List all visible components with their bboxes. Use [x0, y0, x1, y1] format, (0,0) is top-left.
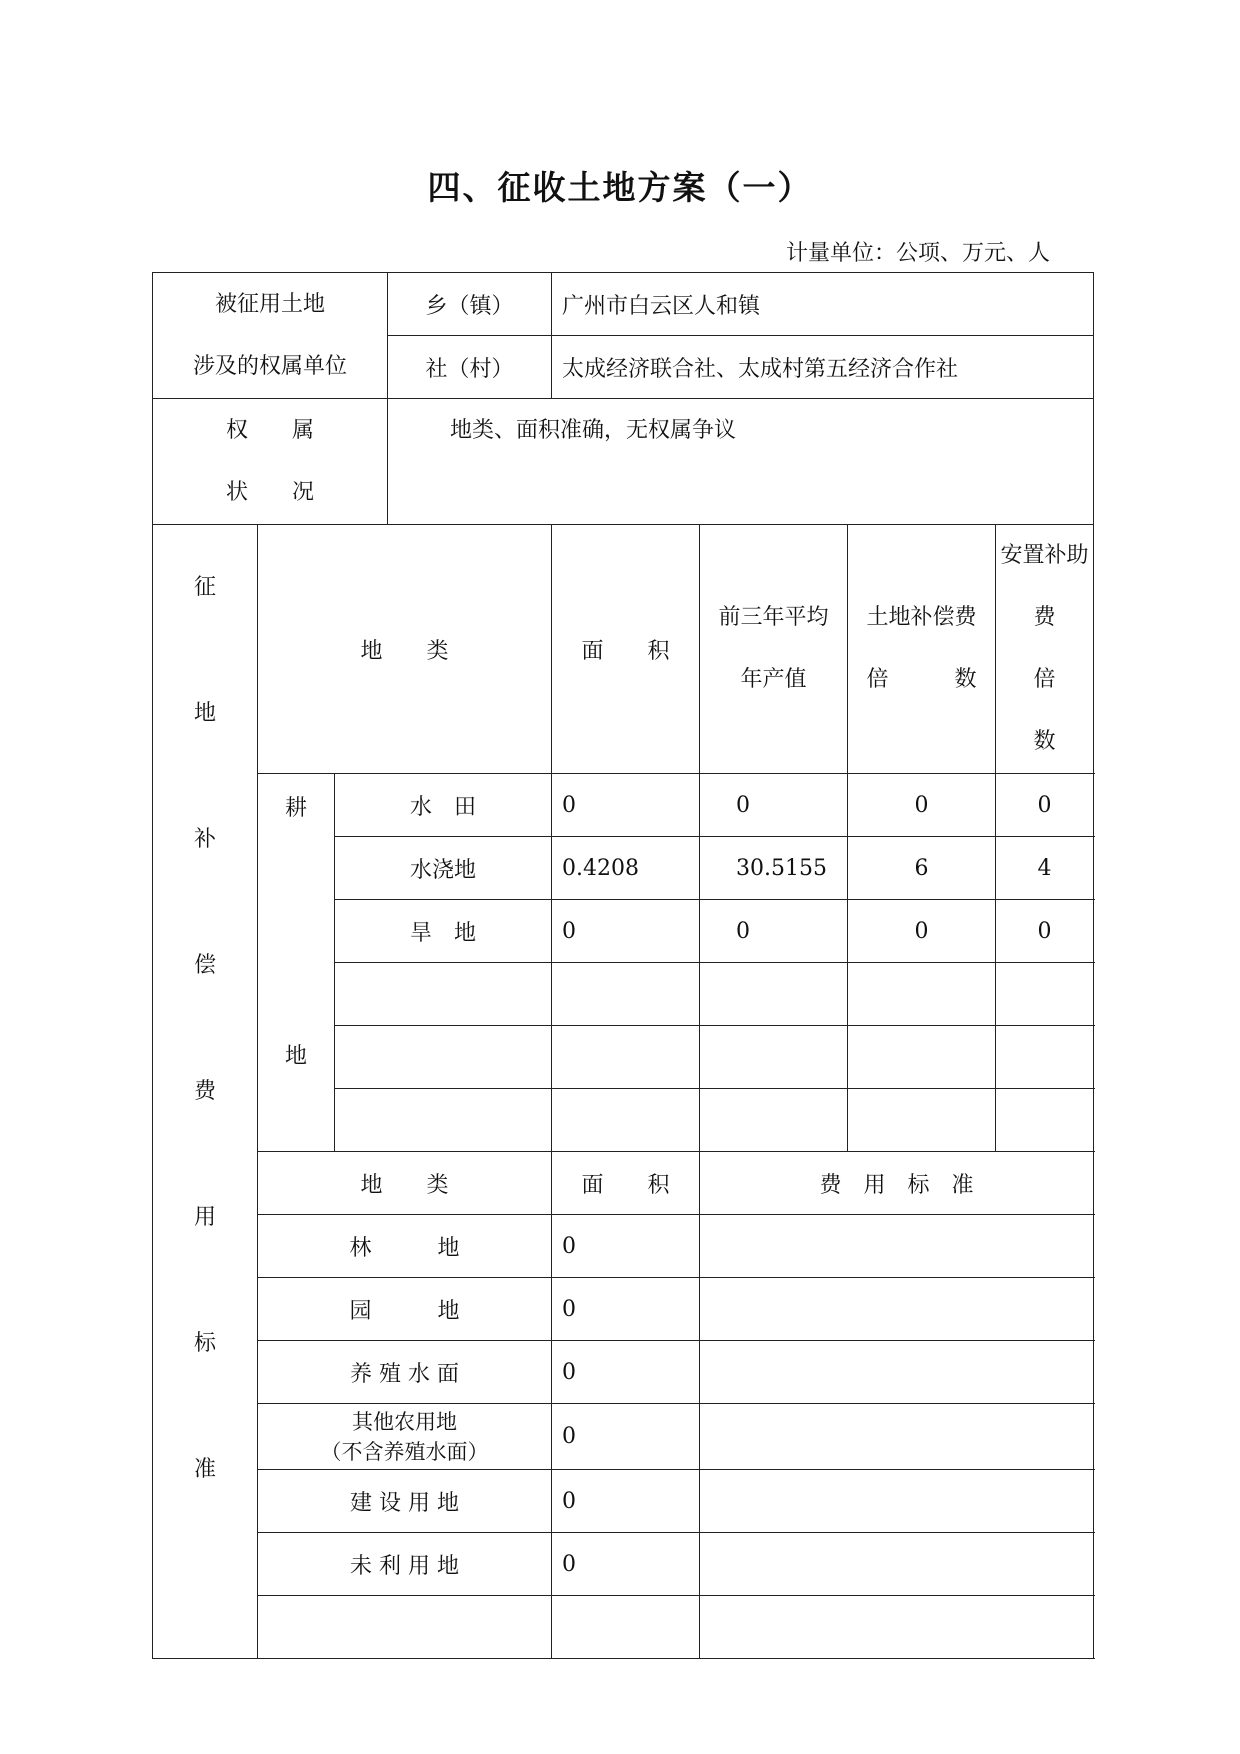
farmland-label-top: 耕 [284, 796, 307, 821]
town-label: 乡（镇） [388, 273, 552, 336]
other-standard [700, 1533, 1094, 1596]
side-char: 标 [193, 1331, 216, 1356]
other-standard [700, 1470, 1094, 1533]
other-type: 林 地 [258, 1215, 552, 1278]
empty-cell [848, 1089, 996, 1152]
farm-area: 0.4208 [552, 837, 700, 900]
empty-cell [700, 1089, 848, 1152]
header-resettle-line1: 安置补助费 [1000, 543, 1089, 630]
ownership-label-cell [153, 273, 388, 399]
status-value: 地类、面积准确，无权属争议 [388, 399, 1094, 525]
farm-avg-output: 30.5155 [700, 837, 848, 900]
village-value: 太成经济联合社、太成村第五经济合作社 [552, 336, 1094, 399]
village-label: 社（村） [388, 336, 552, 399]
side-char: 准 [193, 1457, 216, 1482]
farm-type: 旱 地 [335, 900, 552, 963]
side-char: 偿 [193, 953, 216, 978]
status-label-line1: 权 属 [225, 417, 314, 443]
header-avg-output-line2: 年产值 [740, 667, 807, 692]
farm-type: 水 田 [335, 774, 552, 837]
empty-cell [335, 963, 552, 1026]
other-header-area: 面 积 [552, 1152, 700, 1215]
empty-cell [552, 1026, 700, 1089]
empty-cell [996, 1026, 1094, 1089]
empty-cell [258, 1596, 552, 1659]
empty-cell [552, 1596, 700, 1659]
farm-resettle: 4 [996, 837, 1094, 900]
empty-cell [552, 1089, 700, 1152]
table-row [153, 1470, 1094, 1533]
empty-cell [335, 1089, 552, 1152]
table-row [153, 1341, 1094, 1404]
empty-cell [996, 1089, 1094, 1152]
header-resettle-line2: 倍 数 [1033, 667, 1122, 754]
other-type: 养 殖 水 面 [258, 1341, 552, 1404]
farm-avg-output: 0 [700, 774, 848, 837]
other-area: 0 [552, 1341, 700, 1404]
table-row [153, 1404, 1094, 1470]
side-char: 补 [193, 827, 216, 852]
side-char: 费 [193, 1079, 216, 1104]
other-type [258, 1404, 552, 1470]
compensation-side-label [153, 525, 258, 1659]
farm-area: 0 [552, 774, 700, 837]
other-standard [700, 1215, 1094, 1278]
header-land-comp [848, 525, 996, 774]
ownership-label-line2: 涉及的权属单位 [192, 353, 347, 379]
empty-cell [848, 963, 996, 1026]
side-char: 用 [193, 1205, 216, 1230]
side-char: 地 [193, 701, 216, 726]
table-row [153, 1278, 1094, 1341]
header-area: 面 积 [552, 525, 700, 774]
farmland-label-bottom: 地 [284, 1044, 307, 1069]
land-acquisition-table [152, 272, 1122, 1659]
farmland-label-cell [258, 774, 335, 1152]
farm-land-comp: 0 [848, 774, 996, 837]
farm-land-comp: 0 [848, 900, 996, 963]
status-label-line2: 状 况 [225, 479, 314, 505]
farm-resettle: 0 [996, 774, 1094, 837]
other-type: 建 设 用 地 [258, 1470, 552, 1533]
empty-cell [700, 1596, 1094, 1659]
header-resettle [996, 525, 1122, 774]
header-avg-output [700, 525, 848, 774]
ownership-label-line1: 被征用土地 [214, 291, 325, 317]
table-row [153, 1215, 1094, 1278]
other-type: 未 利 用 地 [258, 1533, 552, 1596]
other-area: 0 [552, 1533, 700, 1596]
other-header-land-type: 地 类 [258, 1152, 552, 1215]
header-land-type: 地 类 [258, 525, 552, 774]
status-label-cell [153, 399, 388, 525]
empty-cell [552, 963, 700, 1026]
header-land-comp-line1: 土地补偿费 [866, 605, 977, 630]
other-type-line1: 其他农用地 [352, 1409, 457, 1434]
other-standard [700, 1404, 1094, 1470]
table-row-empty [153, 1596, 1094, 1659]
other-area: 0 [552, 1215, 700, 1278]
page-title: 四、征收土地方案（一） [427, 168, 813, 207]
other-standard [700, 1278, 1094, 1341]
other-header-standard: 费 用 标 准 [700, 1152, 1094, 1215]
header-land-comp-line2: 倍 数 [866, 667, 977, 692]
table-row [153, 774, 1094, 837]
empty-cell [700, 963, 848, 1026]
farm-resettle: 0 [996, 900, 1094, 963]
other-area: 0 [552, 1278, 700, 1341]
other-area: 0 [552, 1470, 700, 1533]
other-type: 园 地 [258, 1278, 552, 1341]
empty-cell [996, 963, 1094, 1026]
empty-cell [848, 1026, 996, 1089]
unit-note: 计量单位：公项、万元、人 [785, 241, 1050, 266]
farm-type: 水浇地 [335, 837, 552, 900]
side-char: 征 [193, 575, 216, 600]
farm-avg-output: 0 [700, 900, 848, 963]
header-avg-output-line1: 前三年平均 [718, 605, 829, 630]
empty-cell [700, 1026, 848, 1089]
table-row [153, 1533, 1094, 1596]
other-standard [700, 1341, 1094, 1404]
farm-area: 0 [552, 900, 700, 963]
town-value: 广州市白云区人和镇 [552, 273, 1094, 336]
farm-land-comp: 6 [848, 837, 996, 900]
other-area: 0 [552, 1404, 700, 1470]
other-type-line2: （不含养殖水面） [320, 1439, 489, 1464]
empty-cell [335, 1026, 552, 1089]
